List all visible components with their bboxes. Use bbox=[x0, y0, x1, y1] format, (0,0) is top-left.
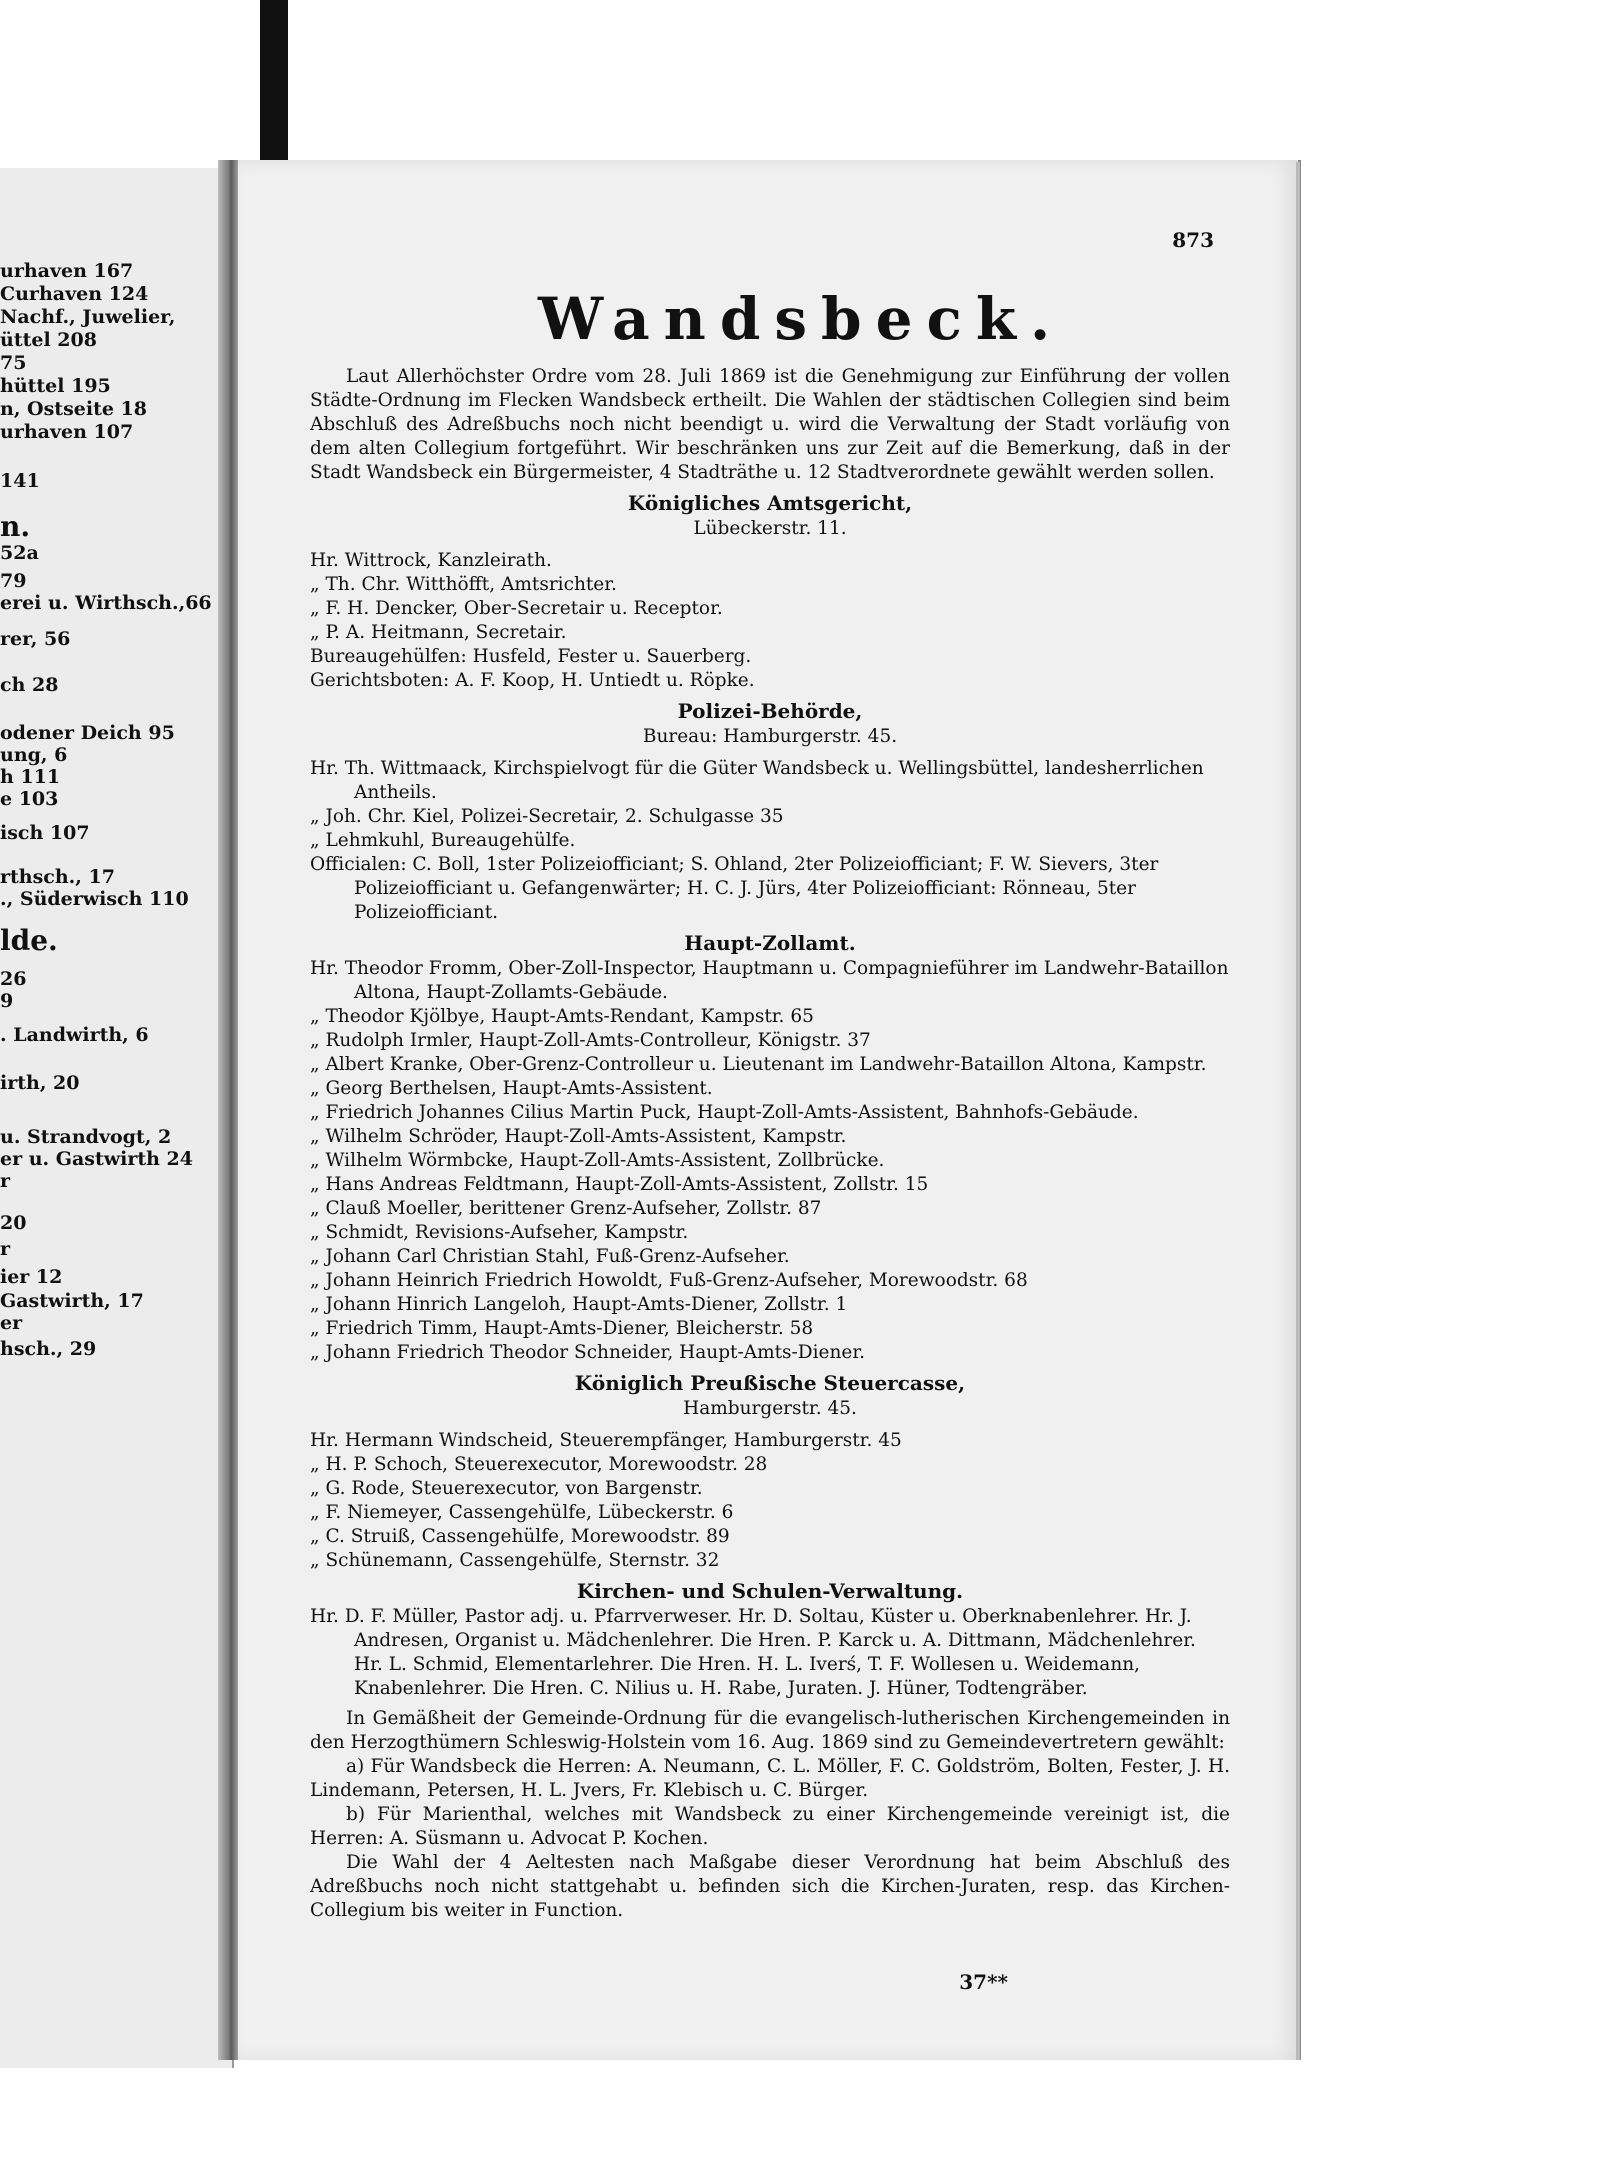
section-heading: Königliches Amtsgericht, bbox=[627, 491, 913, 515]
right-page bbox=[238, 160, 1301, 2060]
left-page-line: 75 bbox=[0, 352, 27, 374]
section-entry: „ Albert Kranke, Ober-Grenz-Controlleur u. Lieutenant im Landwehr-Bataillon Altona, Kampstr. bbox=[310, 1054, 1207, 1075]
section bbox=[310, 699, 1230, 925]
section-entry: „ Johann Carl Christian Stahl, Fuß-Grenz-Aufseher. bbox=[310, 1246, 790, 1267]
section-entry: „ F. H. Dencker, Ober-Secretair u. Receptor. bbox=[310, 598, 723, 619]
section-heading: Kirchen- und Schulen-Verwaltung. bbox=[576, 1579, 964, 1603]
section-address: Hamburgerstr. 45. bbox=[683, 1398, 857, 1419]
section-entry: „ H. P. Schoch, Steuerexecutor, Morewoodstr. 28 bbox=[310, 1454, 768, 1475]
left-page-line: hüttel 195 bbox=[0, 375, 111, 397]
section bbox=[310, 491, 1230, 693]
left-page-line: lde. bbox=[0, 924, 58, 957]
page-edge bbox=[1296, 162, 1300, 2060]
section-entry: „ Wilhelm Wörmbcke, Haupt-Zoll-Amts-Assistent, Zollbrücke. bbox=[310, 1150, 885, 1171]
section bbox=[310, 931, 1230, 1365]
left-page-line: urhaven 107 bbox=[0, 421, 134, 443]
left-page-line: e 103 bbox=[0, 788, 59, 810]
intro-paragraph: Laut Allerhöchster Ordre vom 28. Juli 1869 ist die Genehmigung zur Einführung der vollen Städte-Ordnung im Flecken Wandsbeck ertheilt. Die Wahlen der städtischen Collegien sind beim Abschluß des Adreßbuchs noch nicht beendigt u. wird die Verwaltung der Stadt vorläufig von dem alten Collegium fortgeführt. Wir beschränken uns zur Zeit auf die Bemerkung, daß in der Stadt Wandsbeck ein Bürgermeister, 4 Stadträthe u. 12 Stadtverordnete gewählt werden sollen. bbox=[310, 366, 1230, 483]
section-entry: „ Schmidt, Revisions-Aufseher, Kampstr. bbox=[310, 1222, 689, 1243]
section-entry: Officialen: C. Boll, 1ster Polizeiofficiant; S. Ohland, 2ter Polizeiofficiant; F. W. Sievers, 3ter Polizeiofficiant u. Gefangenwärter; H. C. J. Jürs, 4ter Polizeiofficiant: Rönneau, 5ter Polizeiofficiant. bbox=[310, 854, 1159, 923]
left-page-line: urhaven 167 bbox=[0, 260, 134, 282]
left-page-line: er bbox=[0, 1312, 23, 1334]
left-page-line: erei u. Wirthsch.,66 bbox=[0, 592, 212, 614]
left-page-line: h 111 bbox=[0, 766, 61, 788]
closing-item-a: a) Für Wandsbeck die Herren: A. Neumann, C. L. Möller, F. C. Goldström, Bolten, Fester, J. H. Lindemann, Petersen, H. L. Jvers, Fr. Klebisch u. C. Bürger. bbox=[310, 1756, 1230, 1801]
left-page-line: 9 bbox=[0, 990, 14, 1012]
left-page-line: 52a bbox=[0, 542, 39, 564]
section-entry: Hr. Theodor Fromm, Ober-Zoll-Inspector, Hauptmann u. Compagnieführer im Landwehr-Bataillon Altona, Haupt-Zollamts-Gebäude. bbox=[310, 958, 1229, 1003]
page-number: 873 bbox=[1172, 228, 1214, 252]
section-entry: „ Joh. Chr. Kiel, Polizei-Secretair, 2. Schulgasse 35 bbox=[310, 806, 784, 827]
page-title: Wandsbeck. bbox=[538, 285, 1065, 353]
left-page-line: 79 bbox=[0, 570, 27, 592]
binder-bar bbox=[260, 0, 288, 168]
left-page-line: Gastwirth, 17 bbox=[0, 1290, 144, 1312]
section-address: Bureau: Hamburgerstr. 45. bbox=[642, 726, 898, 747]
section-entry: Hr. D. F. Müller, Pastor adj. u. Pfarrverweser. Hr. D. Soltau, Küster u. Oberknabenlehrer. Hr. J. Andresen, Organist u. Mädchenlehrer. Die Hren. P. Karck u. A. Dittmann, Mädchenlehrer. Hr. L. Schmid, Elementarlehrer. Die Hren. H. L. Iverś, T. F. Wollesen u. Weidemann, Knabenlehrer. Die Hren. C. Nilius u. H. Rabe, Juraten. J. Hüner, Todtengräber. bbox=[310, 1606, 1196, 1699]
left-page-line: ier 12 bbox=[0, 1266, 63, 1288]
section-entry: „ P. A. Heitmann, Secretair. bbox=[310, 622, 567, 643]
left-page-line: ch 28 bbox=[0, 674, 59, 696]
left-page-fragment bbox=[0, 168, 234, 2068]
section-heading: Königlich Preußische Steuercasse, bbox=[574, 1371, 966, 1395]
section-entry: Hr. Th. Wittmaack, Kirchspielvogt für die Güter Wandsbeck u. Wellingsbüttel, landesherrlichen Antheils. bbox=[310, 758, 1204, 803]
section-entry: „ Rudolph Irmler, Haupt-Zoll-Amts-Controlleur, Königstr. 37 bbox=[310, 1030, 871, 1051]
sections bbox=[310, 491, 1230, 1701]
left-page-line: rer, 56 bbox=[0, 628, 71, 650]
left-page-line: ung, 6 bbox=[0, 744, 68, 766]
section-entry: „ Johann Friedrich Theodor Schneider, Haupt-Amts-Diener. bbox=[310, 1342, 866, 1363]
left-page-line: er u. Gastwirth 24 bbox=[0, 1148, 193, 1170]
signature-mark: 37** bbox=[959, 1970, 1008, 1994]
left-page-line: irth, 20 bbox=[0, 1072, 80, 1094]
section-entry: „ Friedrich Timm, Haupt-Amts-Diener, Bleicherstr. 58 bbox=[310, 1318, 814, 1339]
closing-section bbox=[310, 1707, 1230, 1923]
left-page-line: Nachf., Juwelier, bbox=[0, 306, 176, 328]
left-page-line: Curhaven 124 bbox=[0, 283, 149, 305]
left-page-line: n, Ostseite 18 bbox=[0, 398, 147, 420]
page-content bbox=[310, 365, 1230, 1923]
left-page-line: r bbox=[0, 1238, 11, 1260]
section-entry: „ Georg Berthelsen, Haupt-Amts-Assistent. bbox=[310, 1078, 713, 1099]
left-page-line: r bbox=[0, 1170, 11, 1192]
left-page-line: isch 107 bbox=[0, 822, 90, 844]
section-address: Lübeckerstr. 11. bbox=[693, 518, 847, 539]
left-page-line: u. Strandvogt, 2 bbox=[0, 1126, 172, 1148]
section-entry: „ Johann Heinrich Friedrich Howoldt, Fuß-Grenz-Aufseher, Morewoodstr. 68 bbox=[310, 1270, 1028, 1291]
left-page-line: üttel 208 bbox=[0, 329, 97, 351]
left-page-line: 26 bbox=[0, 968, 27, 990]
section-entry: „ F. Niemeyer, Cassengehülfe, Lübeckerstr. 6 bbox=[310, 1502, 734, 1523]
left-page-line: ., Süderwisch 110 bbox=[0, 888, 189, 910]
section-heading: Polizei-Behörde, bbox=[677, 699, 863, 723]
section bbox=[310, 1371, 1230, 1573]
section-entry: „ Theodor Kjölbye, Haupt-Amts-Rendant, Kampstr. 65 bbox=[310, 1006, 814, 1027]
left-page-line: n. bbox=[0, 510, 31, 543]
section-entry: Hr. Wittrock, Kanzleirath. bbox=[310, 550, 552, 571]
left-page-line: rthsch., 17 bbox=[0, 866, 115, 888]
section-entry: Bureaugehülfen: Husfeld, Fester u. Sauerberg. bbox=[310, 646, 752, 667]
left-page-line: hsch., 29 bbox=[0, 1338, 97, 1360]
left-page-line: . Landwirth, 6 bbox=[0, 1024, 149, 1046]
section-entry: „ Friedrich Johannes Cilius Martin Puck, Haupt-Zoll-Amts-Assistent, Bahnhofs-Gebäude. bbox=[310, 1102, 1139, 1123]
section-entry: „ Johann Hinrich Langeloh, Haupt-Amts-Diener, Zollstr. 1 bbox=[310, 1294, 848, 1315]
section-heading: Haupt-Zollamt. bbox=[684, 931, 856, 955]
section-entry: „ Hans Andreas Feldtmann, Haupt-Zoll-Amts-Assistent, Zollstr. 15 bbox=[310, 1174, 929, 1195]
section-entry: „ C. Struiß, Cassengehülfe, Morewoodstr. 89 bbox=[310, 1526, 730, 1547]
closing-item-b: b) Für Marienthal, welches mit Wandsbeck zu einer Kirchengemeinde vereinigt ist, die Herren: A. Süsmann u. Advocat P. Kochen. bbox=[310, 1804, 1230, 1849]
section-entry: „ G. Rode, Steuerexecutor, von Bargenstr. bbox=[310, 1478, 703, 1499]
closing-final: Die Wahl der 4 Aeltesten nach Maßgabe dieser Verordnung hat beim Abschluß des Adreßbuchs noch nicht stattgehabt u. befinden sich die Kirchen-Juraten, resp. das Kirchen-Collegium bis weiter in Function. bbox=[310, 1852, 1230, 1921]
section-entry: „ Lehmkuhl, Bureaugehülfe. bbox=[310, 830, 576, 851]
section-entry: „ Clauß Moeller, berittener Grenz-Aufseher, Zollstr. 87 bbox=[310, 1198, 822, 1219]
section-entry: Gerichtsboten: A. F. Koop, H. Untiedt u. Röpke. bbox=[310, 670, 755, 691]
section-entry: „ Schünemann, Cassengehülfe, Sternstr. 32 bbox=[310, 1550, 720, 1571]
left-page-line: 20 bbox=[0, 1212, 27, 1234]
section-entry: Hr. Hermann Windscheid, Steuerempfänger, Hamburgerstr. 45 bbox=[310, 1430, 902, 1451]
section-entry: „ Th. Chr. Witthöfft, Amtsrichter. bbox=[310, 574, 617, 595]
left-page-line: odener Deich 95 bbox=[0, 722, 175, 744]
left-page-line: 141 bbox=[0, 470, 40, 492]
section bbox=[310, 1579, 1230, 1701]
section-entry: „ Wilhelm Schröder, Haupt-Zoll-Amts-Assistent, Kampstr. bbox=[310, 1126, 847, 1147]
closing-intro: In Gemäßheit der Gemeinde-Ordnung für die evangelisch-lutherischen Kirchengemeinden in den Herzogthümern Schleswig-Holstein vom 16. Aug. 1869 sind zu Gemeindevertretern gewählt: bbox=[310, 1708, 1230, 1753]
